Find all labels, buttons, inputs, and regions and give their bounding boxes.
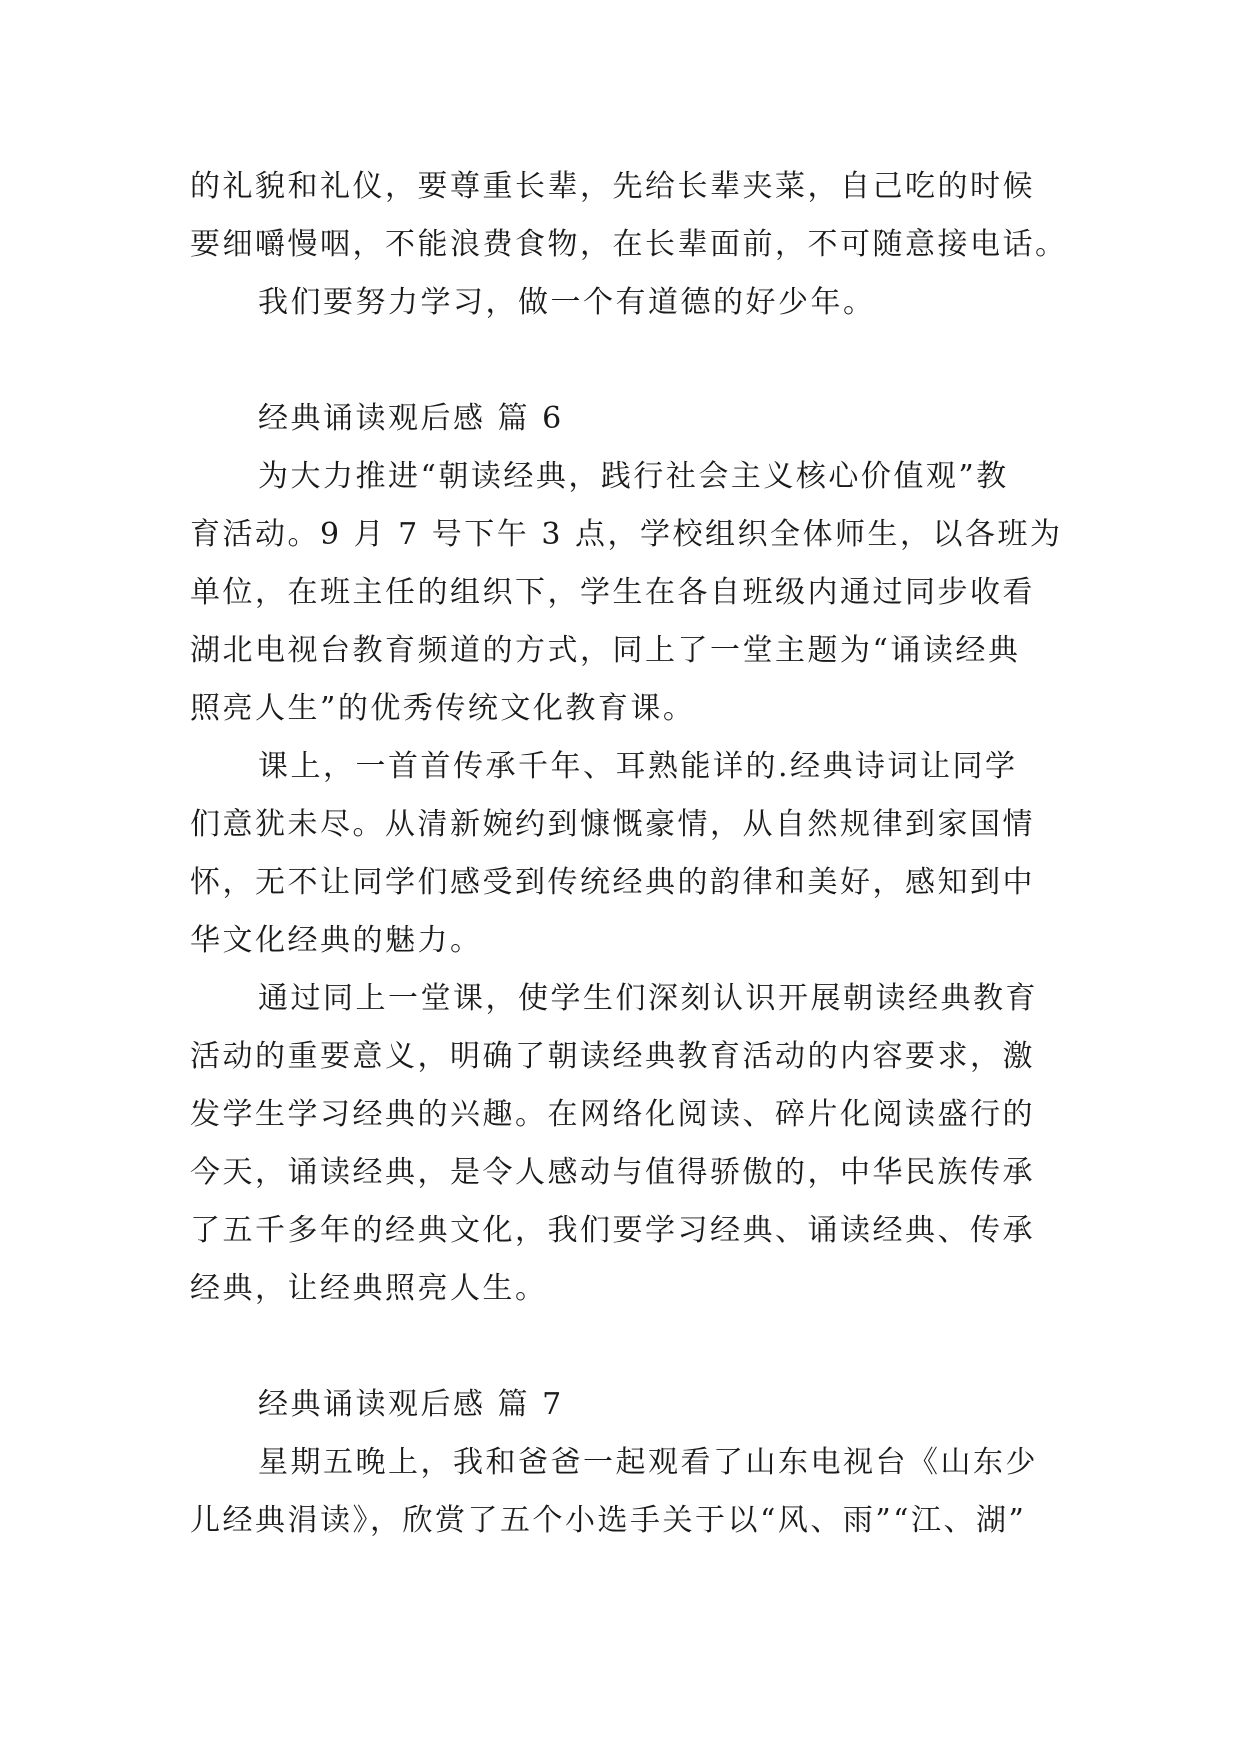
paragraph (190, 738, 1050, 970)
text-line: 通过同上一堂课，使学生们深刻认识开展朝读经典教育 (258, 981, 1038, 1016)
paragraph (190, 274, 1050, 332)
text-line: 活动的重要意义，明确了朝读经典教育活动的内容要求，激 (190, 1039, 1035, 1074)
text-line: 育活动。9 月 7 号下午 3 点，学校组织全体师生，以各班为 (190, 517, 1063, 552)
text-line: 星期五晚上，我和爸爸一起观看了山东电视台《山东少 (258, 1445, 1038, 1480)
text-line: 们意犹未尽。从清新婉约到慷慨豪情，从自然规律到家国情 (190, 807, 1035, 842)
text-line: 课上，一首首传承千年、耳熟能详的.经典诗词让同学 (258, 749, 1018, 784)
paragraph (190, 1434, 1050, 1550)
text-line: 为大力推进“朝读经典，践行社会主义核心价值观”教 (258, 459, 1009, 494)
text-line: 怀，无不让同学们感受到传统经典的韵律和美好，感知到中 (190, 865, 1035, 900)
text-line: 单位，在班主任的组织下，学生在各自班级内通过同步收看 (190, 575, 1035, 610)
paragraph (190, 158, 1068, 274)
paragraph (190, 970, 1050, 1318)
text-line: 照亮人生”的优秀传统文化教育课。 (190, 691, 696, 726)
text-line: 了五千多年的经典文化，我们要学习经典、诵读经典、传承 (190, 1213, 1035, 1248)
text-line: 今天，诵读经典，是令人感动与值得骄傲的，中华民族传承 (190, 1155, 1035, 1190)
text-line: 发学生学习经典的兴趣。在网络化阅读、碎片化阅读盛行的 (190, 1097, 1035, 1132)
text-line: 儿经典涓读》，欣赏了五个小选手关于以“风、雨”“江、湖” (190, 1503, 1027, 1538)
text-line: 经典，让经典照亮人生。 (190, 1271, 548, 1306)
text-line: 湖北电视台教育频道的方式，同上了一堂主题为“诵读经典 (190, 633, 1021, 668)
section-heading-6: 经典诵读观后感 篇 6 (258, 401, 564, 436)
document-page (190, 158, 1068, 1550)
paragraph (190, 448, 1063, 738)
section-heading-7: 经典诵读观后感 篇 7 (258, 1387, 564, 1422)
text-line: 我们要努力学习，做一个有道德的好少年。 (258, 285, 876, 320)
text-line: 华文化经典的魅力。 (190, 923, 483, 958)
text-line: 的礼貌和礼仪，要尊重长辈，先给长辈夹菜，自己吃的时候 (190, 169, 1035, 204)
text-line: 要细嚼慢咽，不能浪费食物，在长辈面前，不可随意接电话。 (190, 227, 1068, 262)
